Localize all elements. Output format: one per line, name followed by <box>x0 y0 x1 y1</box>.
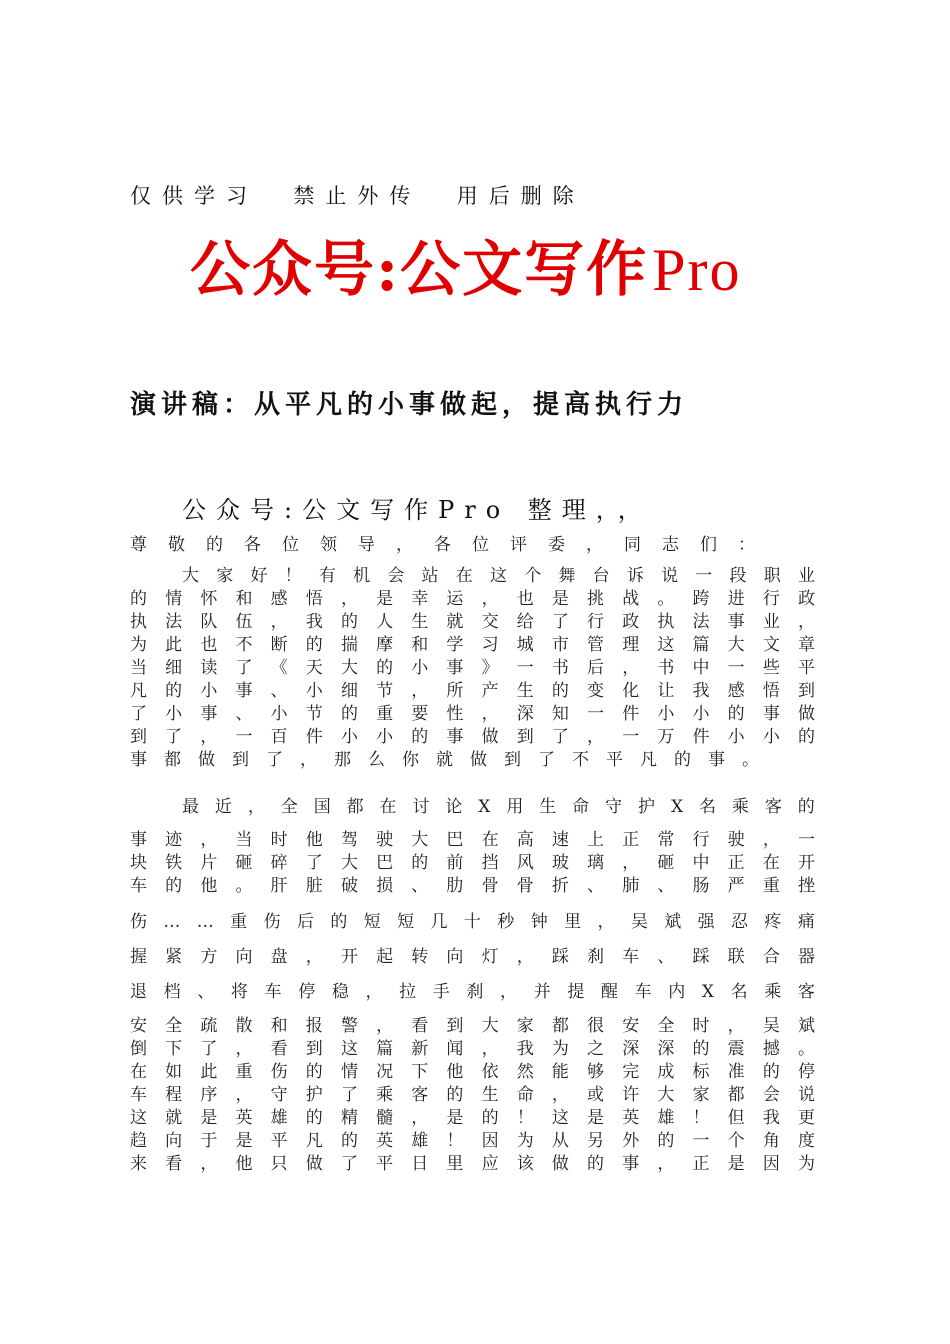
body-line: 这 就 是 英 雄 的 精 髓 ， 是 的 ！ 这 是 英 雄 ！ 但 我 更 <box>130 1108 815 1128</box>
body-line: 倒 下 了 ， 看 到 这 篇 新 闻 ， 我 为 之 深 深 的 震 撼 。 <box>130 1039 815 1059</box>
body-line: 在 如 此 重 伤 的 情 况 下 他 依 然 能 够 完 成 标 准 的 停 <box>130 1062 815 1082</box>
body-line: 车 的 他 。 肝 脏 破 损 、 肋 骨 骨 折 、 肺 、 肠 严 重 挫 <box>130 876 815 896</box>
body-line: 退 档 、 将 车 停 稳 ， 拉 手 刹 ， 并 提 醒 车 内 X 名 乘 客 <box>130 982 815 1002</box>
body-line: 来 看 ， 他 只 做 了 平 日 里 应 该 做 的 事 ， 正 是 因 为 <box>130 1154 815 1174</box>
body-line: 的 情 怀 和 感 悟 ， 是 幸 运 ， 也 是 挑 战 。 跨 进 行 政 <box>130 589 815 609</box>
body-line: 到 了 ， 一 百 件 小 小 的 事 做 到 了 ， 一 万 件 小 小 的 <box>130 727 815 747</box>
body-line: 安 全 疏 散 和 报 警 ， 看 到 大 家 都 很 安 全 时 ， 吴 斌 <box>130 1016 815 1036</box>
source-line: 公众号:公文写作Pro 整理，， <box>182 496 652 524</box>
body-line: 了 小 事 、 小 节 的 重 要 性 ， 深 知 一 件 小 小 的 事 做 <box>130 704 815 724</box>
brand-title <box>190 222 742 308</box>
document-title: 演讲稿：从平凡的小事做起，提高执行力 <box>130 390 689 420</box>
body-line: 事都做到了，那么你就做到了不平凡的事。 <box>130 750 776 770</box>
body-line: 最 近 ， 全 国 都 在 讨 论 X 用 生 命 守 护 X 名 乘 客 的 <box>182 797 815 817</box>
body-line: 车 程 序 ， 守 护 了 乘 客 的 生 命 ， 或 许 大 家 都 会 说 <box>130 1085 815 1105</box>
body-line: 握 紧 方 向 盘 ， 开 起 转 向 灯 ， 踩 刹 车 、 踩 联 合 器 <box>130 947 815 967</box>
body-line: 当 细 读 了 《 天 大 的 小 事 》 一 书 后 ， 书 中 一 些 平 <box>130 658 815 678</box>
body-line: 凡 的 小 事 、 小 细 节 ， 所 产 生 的 变 化 让 我 感 悟 到 <box>130 681 815 701</box>
body-line: 块 铁 片 砸 碎 了 大 巴 的 前 挡 风 玻 璃 ， 砸 中 正 在 开 <box>130 853 815 873</box>
body-line: 事 迹 ， 当 时 他 驾 驶 大 巴 在 高 速 上 正 常 行 驶 ， 一 <box>130 830 815 850</box>
notice-line: 仅供学习 禁止外传 用后删除 <box>130 184 585 208</box>
salutation: 尊敬的各位领导，各位评委，同志们： <box>130 535 776 555</box>
body-line: 趋 向 于 是 平 凡 的 英 雄 ！ 因 为 从 另 外 的 一 个 角 度 <box>130 1131 815 1151</box>
body-line: 执 法 队 伍 ， 我 的 人 生 就 交 给 了 行 政 执 法 事 业 ， <box>130 612 815 632</box>
body-line: 伤 … … 重 伤 后 的 短 短 几 十 秒 钟 里 ， 吴 斌 强 忍 疼 痛 <box>130 912 815 932</box>
body-line: 大 家 好 ！ 有 机 会 站 在 这 个 舞 台 诉 说 一 段 职 业 <box>182 566 815 586</box>
brand-title-cn: 公众号:公文写作 <box>190 235 649 305</box>
body-line: 为 此 也 不 断 的 揣 摩 和 学 习 城 市 管 理 这 篇 大 文 章 <box>130 635 815 655</box>
brand-title-pro: Pro <box>652 237 742 303</box>
